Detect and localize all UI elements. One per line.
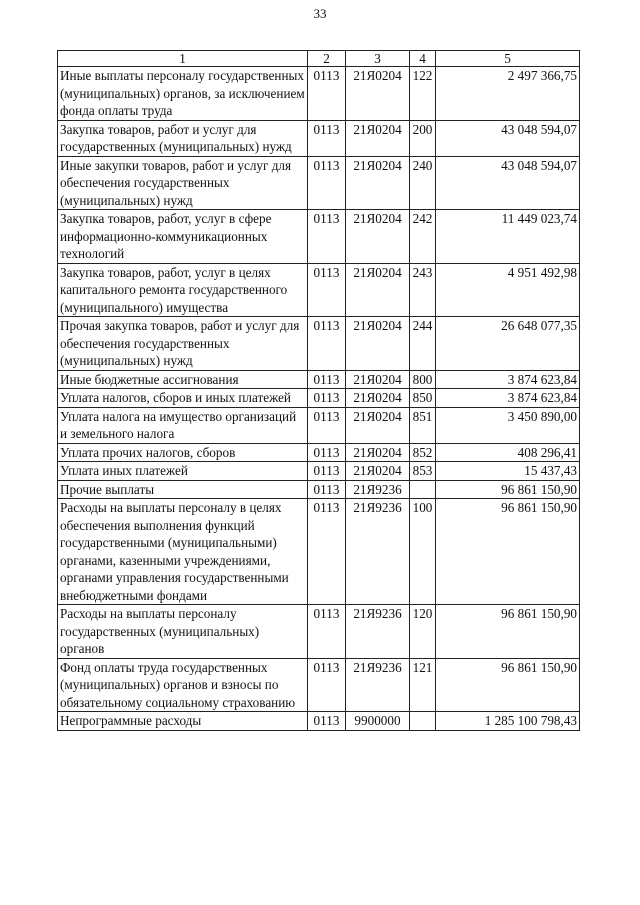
- table-row: [58, 605, 580, 659]
- row-amount: 26 648 077,35: [436, 317, 580, 371]
- page-number: 33: [313, 6, 327, 21]
- row-target: 9900000: [346, 712, 410, 731]
- row-target: 21Я0204: [346, 462, 410, 481]
- row-amount: 15 437,43: [436, 462, 580, 481]
- table-row: [58, 499, 580, 605]
- row-amount: 1 285 100 798,43: [436, 712, 580, 731]
- row-name: Расходы на выплаты персоналу в целях обеспечения выполнения функций государственными (муниципальными) органами, казенными учреждениями, органами управления государственными внебюджетными фондами: [58, 499, 308, 605]
- row-name: Закупка товаров, работ, услуг в сфере информационно-коммуникационных технологий: [58, 210, 308, 264]
- row-type: 240: [410, 156, 436, 210]
- row-section: 0113: [308, 605, 346, 659]
- table-row: [58, 480, 580, 499]
- row-name: Фонд оплаты труда государственных (муниципальных) органов и взносы по обязательному социальному страхованию: [58, 658, 308, 712]
- row-amount: 3 874 623,84: [436, 389, 580, 408]
- row-type: 242: [410, 210, 436, 264]
- row-target: 21Я0204: [346, 210, 410, 264]
- row-section: 0113: [308, 407, 346, 443]
- table-row: [58, 443, 580, 462]
- row-amount: 2 497 366,75: [436, 67, 580, 121]
- row-section: 0113: [308, 120, 346, 156]
- table-row: [58, 317, 580, 371]
- header-row: [58, 51, 580, 67]
- row-type: 853: [410, 462, 436, 481]
- row-name: Уплата иных платежей: [58, 462, 308, 481]
- row-amount: 96 861 150,90: [436, 605, 580, 659]
- row-section: 0113: [308, 67, 346, 121]
- row-target: 21Я0204: [346, 389, 410, 408]
- row-amount: 3 874 623,84: [436, 370, 580, 389]
- row-name: Уплата прочих налогов, сборов: [58, 443, 308, 462]
- row-type: [410, 712, 436, 731]
- row-section: 0113: [308, 462, 346, 481]
- row-target: 21Я9236: [346, 499, 410, 605]
- row-type: 244: [410, 317, 436, 371]
- row-type: 800: [410, 370, 436, 389]
- row-amount: 96 861 150,90: [436, 499, 580, 605]
- row-section: 0113: [308, 370, 346, 389]
- row-target: 21Я9236: [346, 480, 410, 499]
- row-name: Уплата налогов, сборов и иных платежей: [58, 389, 308, 408]
- row-name: Закупка товаров, работ и услуг для государственных (муниципальных) нужд: [58, 120, 308, 156]
- table-row: [58, 263, 580, 317]
- row-type: 850: [410, 389, 436, 408]
- table-row: [58, 462, 580, 481]
- table-row: [58, 120, 580, 156]
- row-name: Прочие выплаты: [58, 480, 308, 499]
- row-target: 21Я0204: [346, 443, 410, 462]
- row-target: 21Я9236: [346, 605, 410, 659]
- header-col-5: 5: [436, 51, 580, 67]
- row-target: 21Я0204: [346, 317, 410, 371]
- row-type: 122: [410, 67, 436, 121]
- row-section: 0113: [308, 210, 346, 264]
- row-target: 21Я0204: [346, 67, 410, 121]
- row-amount: 43 048 594,07: [436, 156, 580, 210]
- row-target: 21Я0204: [346, 263, 410, 317]
- row-type: 120: [410, 605, 436, 659]
- header-col-2: 2: [308, 51, 346, 67]
- row-name: Закупка товаров, работ, услуг в целях капитального ремонта государственного (муниципального) имущества: [58, 263, 308, 317]
- row-name: Иные бюджетные ассигнования: [58, 370, 308, 389]
- header-col-4: 4: [410, 51, 436, 67]
- table-row: [58, 370, 580, 389]
- row-section: 0113: [308, 263, 346, 317]
- table-row: [58, 658, 580, 712]
- header-col-1: 1: [58, 51, 308, 67]
- row-amount: 4 951 492,98: [436, 263, 580, 317]
- row-name: Уплата налога на имущество организаций и земельного налога: [58, 407, 308, 443]
- budget-table: [57, 50, 580, 731]
- header-col-3: 3: [346, 51, 410, 67]
- row-target: 21Я9236: [346, 658, 410, 712]
- row-type: [410, 480, 436, 499]
- row-type: 121: [410, 658, 436, 712]
- row-type: 100: [410, 499, 436, 605]
- row-amount: 96 861 150,90: [436, 480, 580, 499]
- row-section: 0113: [308, 317, 346, 371]
- table-row: [58, 67, 580, 121]
- row-name: Расходы на выплаты персоналу государственных (муниципальных) органов: [58, 605, 308, 659]
- row-target: 21Я0204: [346, 370, 410, 389]
- row-section: 0113: [308, 443, 346, 462]
- row-section: 0113: [308, 712, 346, 731]
- table-row: [58, 712, 580, 731]
- row-type: 243: [410, 263, 436, 317]
- row-target: 21Я0204: [346, 156, 410, 210]
- row-amount: 408 296,41: [436, 443, 580, 462]
- row-amount: 3 450 890,00: [436, 407, 580, 443]
- row-amount: 96 861 150,90: [436, 658, 580, 712]
- row-section: 0113: [308, 658, 346, 712]
- row-section: 0113: [308, 499, 346, 605]
- row-section: 0113: [308, 156, 346, 210]
- row-name: Прочая закупка товаров, работ и услуг для обеспечения государственных (муниципальных) нужд: [58, 317, 308, 371]
- row-type: 851: [410, 407, 436, 443]
- row-section: 0113: [308, 389, 346, 408]
- table-row: [58, 407, 580, 443]
- table-row: [58, 156, 580, 210]
- row-amount: 43 048 594,07: [436, 120, 580, 156]
- row-type: 200: [410, 120, 436, 156]
- row-section: 0113: [308, 480, 346, 499]
- row-amount: 11 449 023,74: [436, 210, 580, 264]
- row-name: Непрограммные расходы: [58, 712, 308, 731]
- row-target: 21Я0204: [346, 407, 410, 443]
- row-name: Иные выплаты персоналу государственных (муниципальных) органов, за исключением фонда оплаты труда: [58, 67, 308, 121]
- table-row: [58, 389, 580, 408]
- table-row: [58, 210, 580, 264]
- row-type: 852: [410, 443, 436, 462]
- row-name: Иные закупки товаров, работ и услуг для обеспечения государственных (муниципальных) нужд: [58, 156, 308, 210]
- row-target: 21Я0204: [346, 120, 410, 156]
